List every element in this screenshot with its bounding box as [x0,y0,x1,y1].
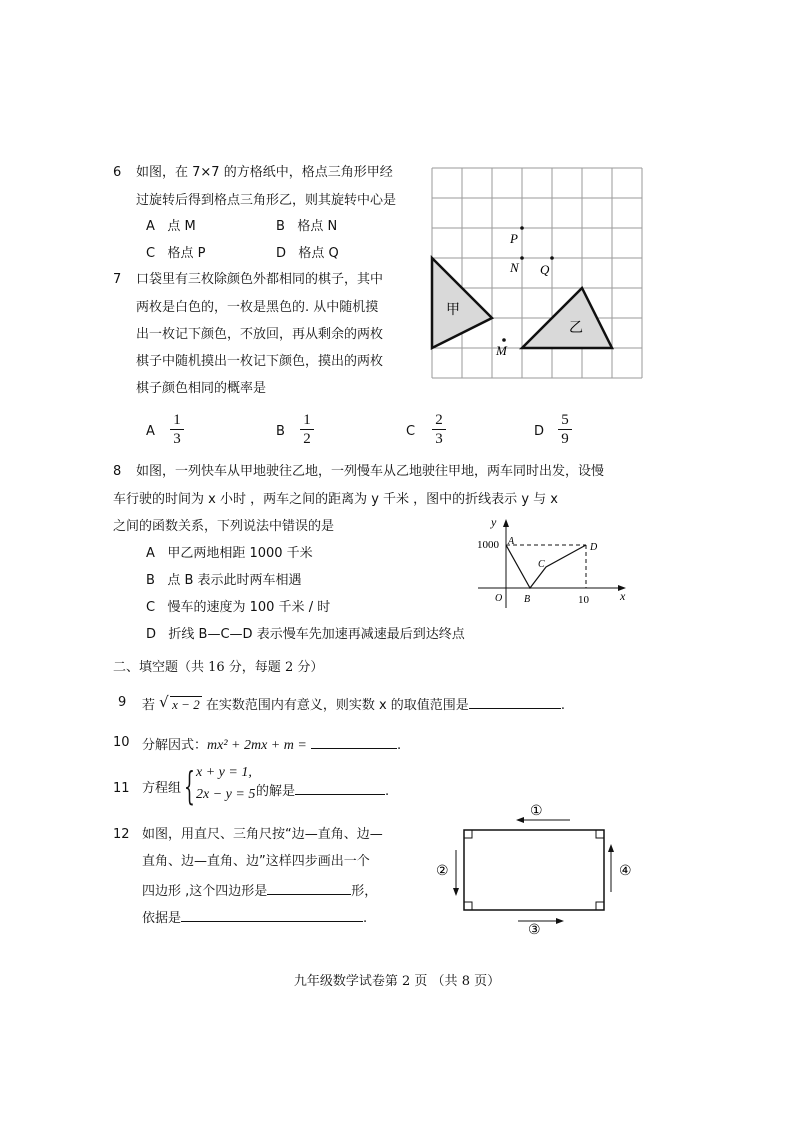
point-b-label: B [524,594,531,605]
point-q-dot [550,256,554,260]
q7-option-c-letter[interactable]: C [406,424,416,439]
q8-option-a[interactable]: A 甲乙两地相距 1000 千米 [146,546,313,561]
point-d-label: D [590,542,598,553]
q7-option-a-letter[interactable]: A [146,424,155,439]
q6-option-a[interactable]: A 点 M [146,219,196,234]
point-c-label: C [538,559,545,570]
q6-option-d[interactable]: D 格点 Q [276,246,339,261]
point-p-dot [520,226,524,230]
arrow-1-head [516,817,524,823]
q11-number: 11 [113,781,130,796]
arrow-2-head [453,888,459,896]
q7-option-d-fraction: 5 9 [558,412,572,447]
graph-polyline [506,545,586,588]
q9-radicand: x − 2 [172,697,200,712]
q11-equation1: x + y = 1, [196,765,252,780]
q8-number: 8 [113,464,122,479]
step-1-label: ① [530,804,543,819]
origin-label: O [495,593,503,604]
q6-option-b[interactable]: B 格点 N [276,219,338,234]
q7-option-d-letter[interactable]: D [534,424,545,439]
q8-option-b[interactable]: B 点 B 表示此时两车相遇 [146,573,302,588]
q9-answer-blank[interactable] [469,694,561,709]
q8-stem-line2: 车行驶的时间为 x 小时 ，两车之间的距离为 y 千米 ，图中的折线表示 y 与 x [113,492,558,507]
x-axis-label: x [620,589,626,603]
rectangle [464,830,604,910]
q11-brace: { [184,764,195,808]
q7-stem-line4: 棋子中随机摸出一枚记下颜色，摸出的两枚 [136,354,384,369]
q7-stem-line1: 口袋里有三枚除颜色外都相同的棋子，其中 [136,272,384,287]
y-axis-arrow [503,519,509,527]
q7-stem-line2: 两枚是白色的，一枚是黑色的. 从中随机摸 [136,300,379,315]
q7-option-c-fraction: 2 3 [432,412,446,447]
q6-number: 6 [113,165,122,180]
label-jia: 甲 [446,303,460,318]
q12-line1: 如图，用直尺、三角尺按“边—直角、边— [142,827,383,842]
q12-reason-blank[interactable] [181,907,363,922]
label-yi: 乙 [569,321,583,336]
q7-number: 7 [113,272,122,287]
q6-grid-figure [430,166,648,382]
point-a-label: A [508,536,515,547]
q7-option-a-fraction: 1 3 [170,412,184,447]
q12-shape-blank[interactable] [267,880,351,895]
q11-answer-blank[interactable] [295,780,385,795]
arrow-4-head [608,844,614,852]
q12-number: 12 [113,827,130,842]
point-n-dot [520,256,524,260]
q8-stem-line3: 之间的函数关系，下列说法中错误的是 [113,519,335,534]
step-3-label: ③ [528,923,541,936]
q7-option-b-fraction: 1 2 [300,412,314,447]
y-axis-label: y [491,516,497,529]
label-p: P [510,231,518,246]
q9-line: 若 √ x − 2 在实数范围内有意义，则实数 x 的取值范围是 . [142,693,565,713]
q11-equation2: 2x − y = 5 [196,787,256,802]
label-q: Q [540,262,550,277]
q8-stem-line1: 如图，一列快车从甲地驶往乙地，一列慢车从乙地驶往甲地，两车同时出发，设慢 [136,464,605,479]
q12-line4: 依据是 . [142,907,367,928]
section2-title: 二、填空题（共 16 分，每题 2 分） [113,660,324,675]
right-angle-marks [464,830,604,910]
q10-number: 10 [113,735,130,750]
q6-stem-line2: 过旋转后得到格点三角形乙，则其旋转中心是 [136,193,397,208]
y-value-label: 1000 [477,539,499,551]
q6-stem-line1: 如图，在 7×7 的方格纸中，格点三角形甲经 [136,165,393,180]
q10-line: 分解因式：mx² + 2mx + m = . [142,734,401,755]
q11-post: 的解是 . [256,780,389,801]
label-n: N [510,260,519,275]
step-2-label: ② [436,864,449,879]
q11-pre: 方程组 [142,781,182,796]
q9-number: 9 [118,695,127,710]
page-footer: 九年级数学试卷第 2 页 （共 8 页） [293,974,501,989]
x-value-label: 10 [578,594,589,606]
q6-option-c[interactable]: C 格点 P [146,246,206,261]
q10-answer-blank[interactable] [311,734,397,749]
q8-option-d[interactable]: D 折线 B—C—D 表示慢车先加速再减速最后到达终点 [146,627,465,642]
arrow-3-head [556,918,564,924]
q7-option-b-letter[interactable]: B [276,424,285,439]
label-m: M [496,343,507,358]
q7-stem-line3: 出一枚记下颜色，不放回，再从剩余的两枚 [136,327,384,342]
step-4-label: ④ [619,864,632,879]
q7-stem-line5: 棋子颜色相同的概率是 [136,381,267,396]
q12-rectangle-figure [434,800,638,936]
q12-line2: 直角、边—直角、边”这样四步画出一个 [142,854,370,869]
q12-line3: 四边形 ,这个四边形是 形， [142,880,377,901]
point-m-dot [502,338,506,342]
q10-expression: mx² + 2mx + m = [207,738,307,753]
q8-option-c[interactable]: C 慢车的速度为 100 千米 / 时 [146,600,331,615]
q8-function-graph [472,516,632,612]
